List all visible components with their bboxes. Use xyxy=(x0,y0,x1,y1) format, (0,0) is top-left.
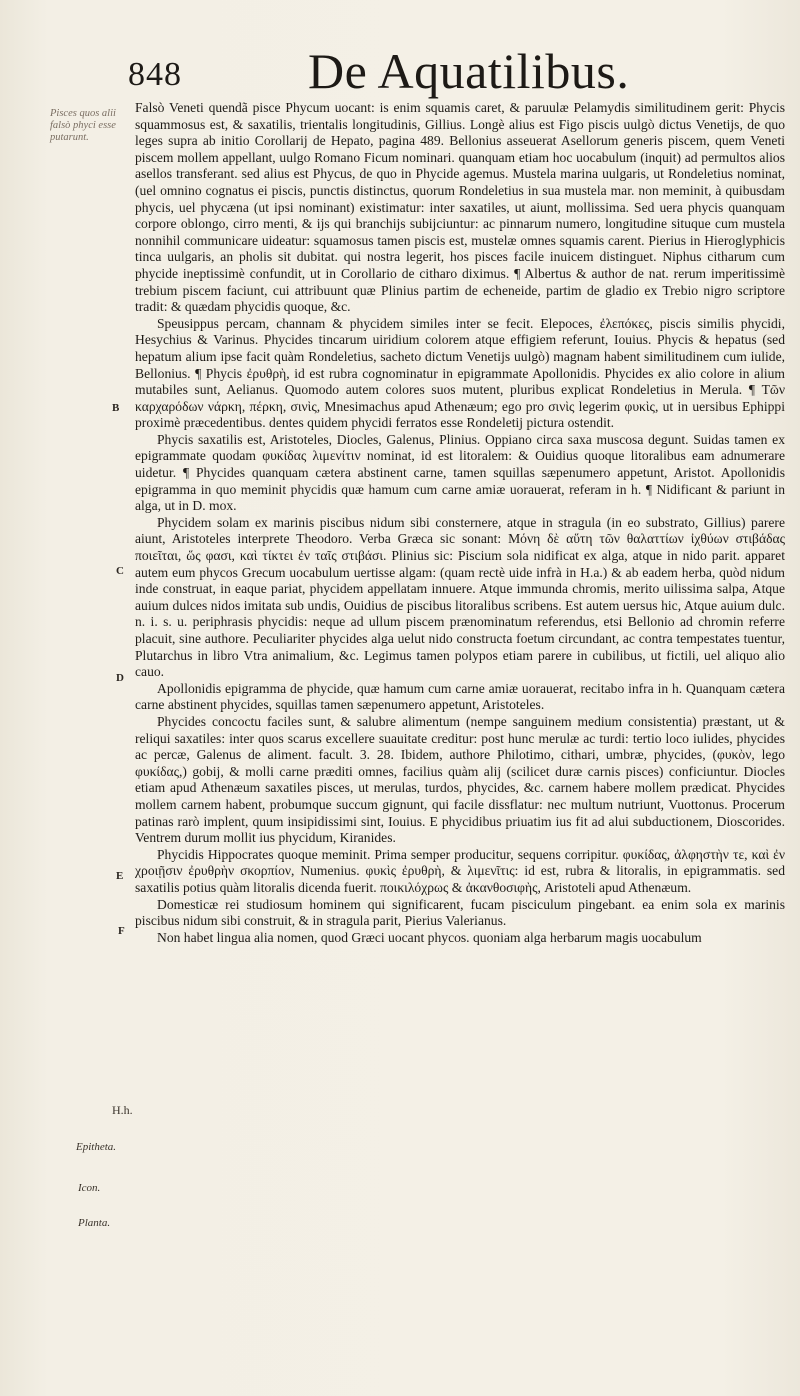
paragraph: Domesticæ rei studiosum hominem qui significarent, fucam pisciculum pingebant. ea enim sola ex marinis piscibus nidum sibi construit, & in stragula parit, Pierius Valerianus. xyxy=(135,896,785,929)
paragraph: Phycidis Hippocrates quoque meminit. Prima semper producitur, sequens corripitur. φυκίδας, ἀλφηστὴν τε, καὶ ἐν χροιῇσιν ἐρυθρὴν σκορπίον, Numenius. φυκὶς ἐρυθρὴ, & λιμενῖτις: id est, rubra & litoralis, in epigrammatis. sed saxatilis potius quàm litoralis dicenda fuerit. ποικιλόχρως & ἀκανθοσιφὴς, Aristoteli apud Athenæum. xyxy=(135,846,785,895)
section-letter-d: D xyxy=(116,672,124,684)
margin-note-planta: Planta. xyxy=(78,1217,111,1229)
margin-notes xyxy=(0,0,133,1396)
section-letter-b: B xyxy=(112,402,120,414)
margin-note-icon: Icon. xyxy=(78,1182,101,1194)
section-letter-c: C xyxy=(116,565,124,577)
margin-note-pisces: Pisces quos alii falsò phyci esse putarunt. xyxy=(50,108,116,143)
section-letter-f: F xyxy=(118,925,125,937)
paragraph: Falsò Veneti quendã pisce Phycum uocant: is enim squamis caret, & paruulæ Pelamydis similitudinem gerit: Phycis squammosus est, & saxatilis, trientalis longitudinis, Gillius. Longè alius est Figo piscis uulgò dictus Venetijs, de quo leges supra ab initio Corollarij de Hepato, pagina 489. Bellonius asseuerat Asellorum generis piscem, quem Veneti piscem mollem appellant, uulgo Romano Ficum nominari. quanquam etiam hoc uocabulum (inquit) ad permultos alios asellos transferant. sed alius est Phycus, de quo in Phycide agemus. Mustela marina uulgaris, ut Rondeletius nominat, (uel omnino cognatus ei piscis, punctis distinctus, quorum Rondeletius in sua mustela mar. non meminit, à quibusdam phycis, uel phycæna (ut ipsi nominant) existimatur: inter saxatiles, ut aiunt, mollissima. Sed uera phycis quanquam corpore oblongo, cirro menti, & ijs qui branchijs subijciuntur: ac pinnarum numero, longitudine situque cum mustela nonnihil communicare uideatur: squamosus tamen piscis est, mustelæ omnes squamis carent. Pierius in Hieroglyphicis tinca uulgaris, an pholis sit dubitat. qui nostra legerit, hos pisces facile inuicem distinguet. Niphus citharum cum phycide ineptissimè confundit, ut in Corollario de citharo diximus. ¶ Albertus & author de nat. rerum imperitissimè trebium piscem faciunt, cui attribuunt quæ Plinius partim de echeneide, partim de gladio ex Trebio nigro scriptore tradit: & quædam phycidis quoque, &c. xyxy=(135,100,785,315)
page-number: 848 xyxy=(128,56,182,93)
paragraph: Speusippus percam, channam & phycidem similes inter se fecit. Elepoces, ἐλεπόκες, piscis similis phycidi, Hesychius & Varinus. Phycides tincarum uiridium colorem atque effigiem referunt, Iouius. Phycis & hepatus (sed hepatum alium ipse facit quàm Rondeletius, sacheto dictum Venetijs uulgò) magnam habent similitudinem cum iulide, Bellonius. ¶ Phycis ἐρυθρὴ, id est rubra cognominatur in epigrammate Apollonidis. Phycides ex alio colore in alium mutabiles sunt, Aelianus. Quomodo autem colores suos mutent, pluribus explicat Rondeletius in Merula. ¶ Τῶν καρχαρόδων νάρκη, πέρκη, σινὶς, Mnesimachus apud Athenæum; ego pro σινὶς legerim φυκὶς, ut in uersibus Ephippi proximè præcedentibus. dentes quidem phycidi ferratos esse Rondeletij pictura ostendit. xyxy=(135,315,785,431)
paragraph: Non habet lingua alia nomen, quod Græci uocant phycos. quoniam alga herbarum magis uocabulum xyxy=(157,929,702,945)
margin-note-epitheta: Epitheta. xyxy=(76,1141,117,1153)
section-letter-e: E xyxy=(116,870,124,882)
paragraph: Phycidem solam ex marinis piscibus nidum sibi consternere, atque in stragula (in eo substrato, Gillius) parere aiunt, Aristoteles interprete Theodoro. Verba Græca sic sonant: Μόνη δὲ αὕτη τῶν θαλαττίων ἰχθύων στιβάδας ποιεῖται, ὥς φασι, καὶ τίκτει ἐν ταῖς στιβάσι. Plinius sic: Piscium sola nidificat ex alga, atque in nido parit. apparet autem eum phycos Grecum uocabulum uertisse algam: (quam rectè uide infrà in H.a.) & ab eadem herba, quòd nidum inde construat, in eaque pariat, phycidem appellatam innuere. Atque immunda chromis, merito uilissima salpa, Atque auium dulces nidos imitata sub undis, Ouidius de piscibus litoralibus scribens. Est autem uersus hic, Atque auium dulc. n. i. s. u. periphrasis phycidis: neque ad ullum piscem prænominatum referendus, etsi Bellonio ad chromin referre placuit, sine authore. Peculiariter phycides alga uelut nido constructa foetum circundant, ac contra tempestates tuentur, Plutarchus in libro Vtra animalium, &c. Legimus tamen polypos etiam parere in cubilibus, ut fictili, uel aliquo alio cauo. xyxy=(135,514,785,680)
paragraph: Phycis saxatilis est, Aristoteles, Diocles, Galenus, Plinius. Oppiano circa saxa muscosa degunt. Suidas tamen ex epigrammate quodam φυκίδας λιμενίτιν nominat, id est litoralem: & Ouidius quoque litoralibus eam adnumerare uidetur. ¶ Phycides quanquam cætera abstinent carne, tamen squillas sæpenumero appetunt, Aristot. Apollonidis epigramma in quo meminit phycidis quæ hamum cum carne amiæ uorauerat, referam in h. ¶ Nidificant & pariunt in alga, ut in D. mox. xyxy=(135,431,785,514)
body-text xyxy=(135,100,785,1270)
paragraph: Apollonidis epigramma de phycide, quæ hamum cum carne amiæ uorauerat, recitabo infra in h. Quanquam cætera carne abstinent phycides, squillas tamen sæpenumero appetunt, Aristoteles. xyxy=(135,680,785,713)
paragraph: Phycides concoctu faciles sunt, & salubre alimentum (nempe sanguinem medium consistentia) præstant, ut & reliqui saxatiles: inter quos scarus excellere suauitate creditur: post hunc merulæ ac turdi: tertio loco iulides, phycides ac percæ, Galenus de aliment. facult. 3. 28. Ibidem, authore Philotimo, cithari, umbræ, phycides, (φυκὸν, lego φυκίδας,) gobij, & molli carne præditi omnes, facilius quàm alij (scilicet duræ carnis pisces) conficiuntur. Diocles etiam apud Athenæum saxatiles pisces, ut merulas, turdos, phycides, &c. carnem habere mollem prædicat. Phycides mollem carnem habent, probumque succum gignunt, qui facile dissflatur: nec multum nutriunt, Vuottonus. Procerum patinas rarò implent, quum insipidissimi sint, Iouius. E phycidibus priuatim ius fit ad alui subductionem, Dioscorides. Ventrem durum mollit ius phycidum, Kiranides. xyxy=(135,713,785,846)
running-title: De Aquatilibus. xyxy=(308,43,630,99)
page-header xyxy=(128,42,768,102)
margin-note-hh: H.h. xyxy=(112,1103,133,1117)
